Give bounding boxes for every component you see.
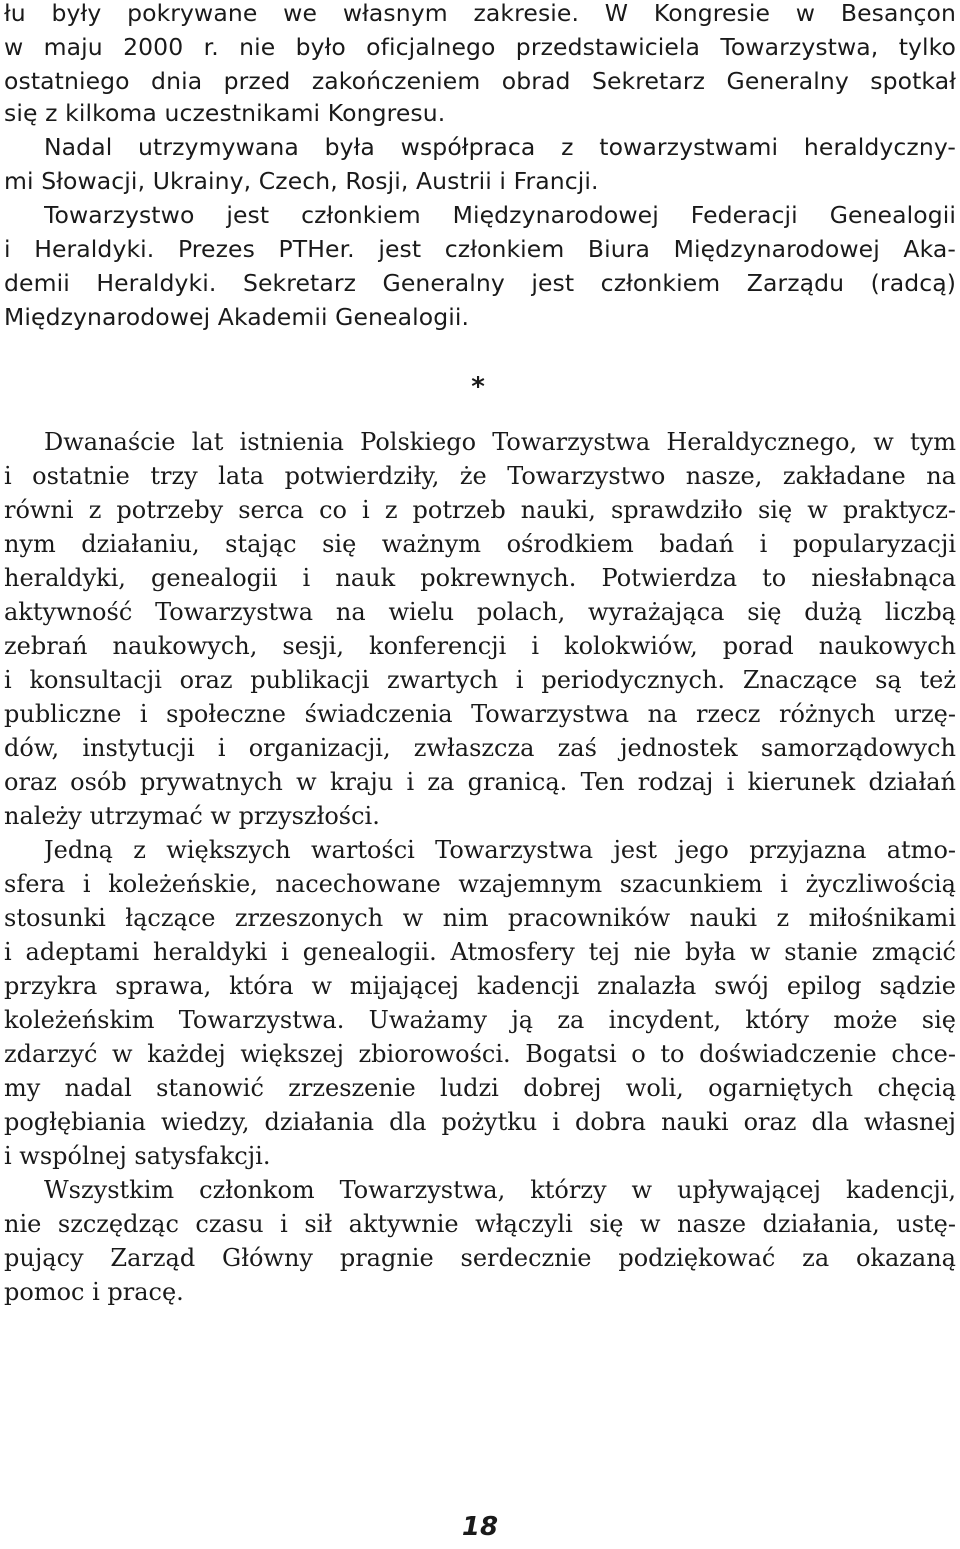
text-line: my nadal stanowić zrzeszenie ludzi dobrej woli, ogarniętych chęcią	[4, 1074, 956, 1102]
text-line: i konsultacji oraz publikacji zwartych i periodycznych. Znaczące są też	[4, 666, 956, 694]
text-line: mi Słowacji, Ukrainy, Czech, Rosji, Austrii i Francji.	[4, 167, 599, 195]
text-line: i wspólnej satysfakcji.	[4, 1142, 271, 1170]
text-line: pujący Zarząd Główny pragnie serdecznie podziękować za okazaną	[4, 1244, 956, 1272]
text-line: ostatniego dnia przed zakończeniem obrad Sekretarz Generalny spotkał	[4, 67, 956, 95]
text-line: w maju 2000 r. nie było oficjalnego przedstawiciela Towarzystwa, tylko	[4, 33, 956, 61]
text-line: heraldyki, genealogii i nauk pokrewnych. Potwierdza to niesłabnąca	[4, 564, 956, 592]
text-line: demii Heraldyki. Sekretarz Generalny jest członkiem Zarządu (radcą)	[4, 269, 956, 297]
paragraph-start-line: Nadal utrzymywana była współpraca z towarzystwami heraldyczny-	[44, 133, 956, 161]
section-separator: *	[471, 372, 485, 402]
text-line: przykra sprawa, która w mijającej kadencji znalazła swój epilog sądzie	[4, 972, 956, 1000]
text-line: nie szczędząc czasu i sił aktywnie włączyli się w nasze działania, ustę-	[4, 1210, 956, 1238]
paragraph-start-line: Dwanaście lat istnienia Polskiego Towarzystwa Heraldycznego, w tym	[44, 428, 956, 456]
text-line: i ostatnie trzy lata potwierdziły, że Towarzystwo nasze, zakładane na	[4, 462, 956, 490]
text-line: zebrań naukowych, sesji, konferencji i kolokwiów, porad naukowych	[4, 632, 956, 660]
text-line: pogłębiania wiedzy, działania dla pożytku i dobra nauki oraz dla własnej	[4, 1108, 956, 1136]
text-line: zdarzyć w każdej większej zbiorowości. Bogatsi o to doświadczenie chce-	[4, 1040, 956, 1068]
text-line: nym działaniu, stając się ważnym ośrodkiem badań i popularyzacji	[4, 530, 956, 558]
text-line: koleżeńskim Towarzystwa. Uważamy ją za incydent, który może się	[4, 1006, 956, 1034]
text-line: sfera i koleżeńskie, nacechowane wzajemnym szacunkiem i życzliwością	[4, 870, 956, 898]
page-number: 18	[461, 1512, 499, 1542]
text-line: publiczne i społeczne świadczenia Towarzystwa na rzecz różnych urzę-	[4, 700, 956, 728]
text-line: pomoc i pracę.	[4, 1278, 184, 1306]
text-line: aktywność Towarzystwa na wielu polach, wyrażająca się dużą liczbą	[4, 598, 956, 626]
text-line: dów, instytucji i organizacji, zwłaszcza zaś jednostek samorządowych	[4, 734, 956, 762]
text-line: Międzynarodowej Akademii Genealogii.	[4, 303, 470, 331]
text-line: stosunki łączące zrzeszonych w nim pracowników nauki z miłośnikami	[4, 904, 956, 932]
text-line: łu były pokrywane we własnym zakresie. W Kongresie w Besançon	[4, 0, 956, 27]
text-line: i adeptami heraldyki i genealogii. Atmosfery tej nie była w stanie zmącić	[4, 938, 956, 966]
paragraph-start-line: Jedną z większych wartości Towarzystwa jest jego przyjazna atmo-	[44, 836, 956, 864]
text-line: oraz osób prywatnych w kraju i za granicą. Ten rodzaj i kierunek działań	[4, 768, 956, 796]
text-line: równi z potrzeby serca co i z potrzeb nauki, sprawdziło się w praktycz-	[4, 496, 956, 524]
text-line: należy utrzymać w przyszłości.	[4, 802, 380, 830]
paragraph-start-line: Wszystkim członkom Towarzystwa, którzy w upływającej kadencji,	[44, 1176, 956, 1204]
text-line: się z kilkoma uczestnikami Kongresu.	[4, 99, 446, 127]
text-line: i Heraldyki. Prezes PTHer. jest członkiem Biura Międzynarodowej Aka-	[4, 235, 956, 263]
paragraph-start-line: Towarzystwo jest członkiem Międzynarodowej Federacji Genealogii	[44, 201, 956, 229]
